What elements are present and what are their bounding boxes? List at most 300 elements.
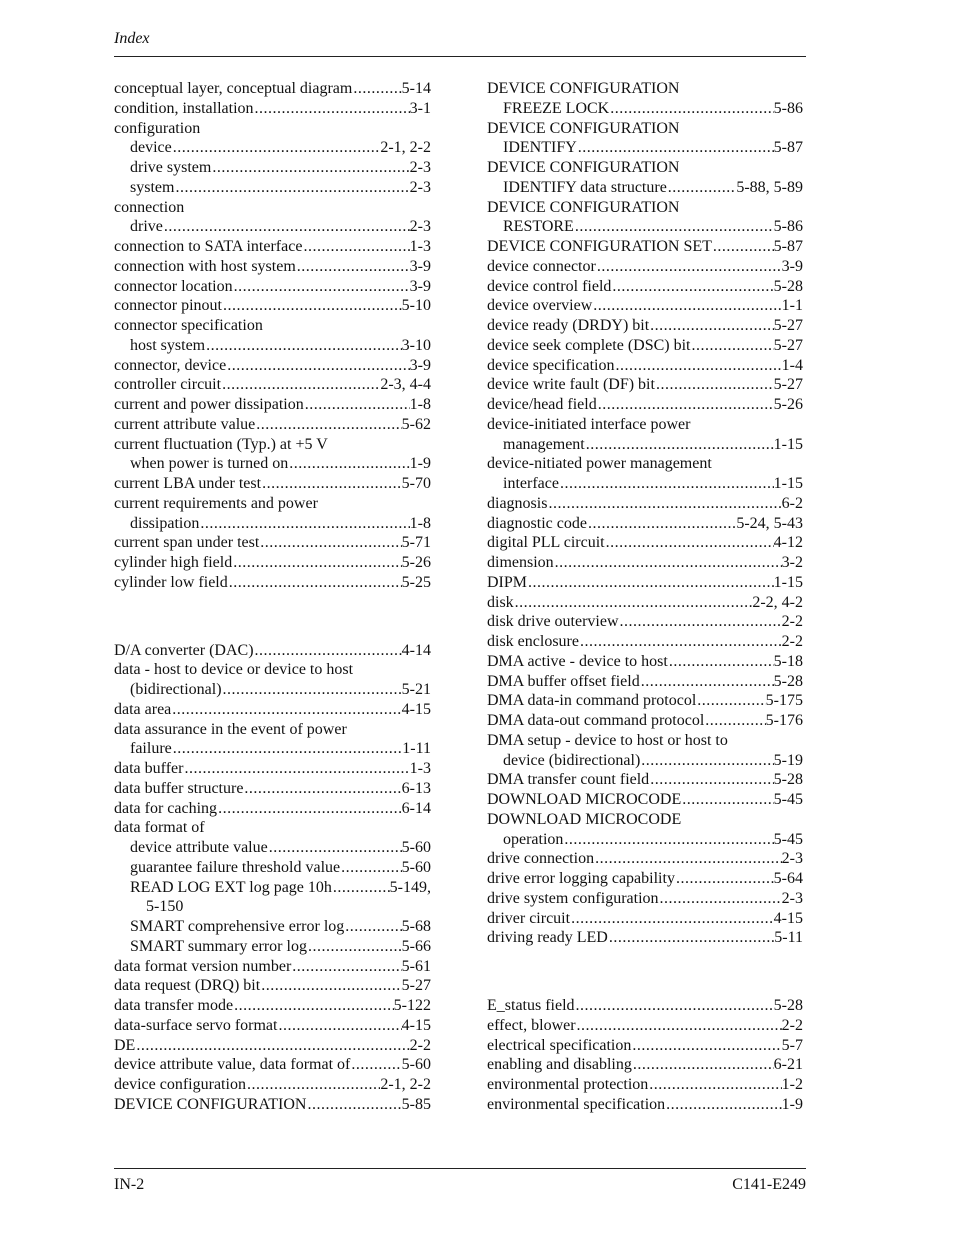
index-term: cylinder low field	[114, 573, 228, 591]
index-term: device overview	[487, 297, 593, 315]
index-term: IDENTIFY data structure	[503, 178, 667, 196]
index-term: driving ready LED	[487, 929, 608, 947]
index-entry	[487, 494, 803, 514]
index-term: disk	[487, 593, 514, 611]
index-entry	[487, 573, 803, 593]
index-entry	[114, 454, 431, 474]
page-reference: 5-19	[773, 751, 803, 769]
index-term: device attribute value, data format of	[114, 1056, 351, 1074]
index-term: drive error logging capability	[487, 870, 675, 887]
dot-leader	[592, 296, 781, 316]
index-term: device attribute value	[130, 839, 268, 856]
index-term: disk enclosure	[487, 633, 579, 650]
dot-leader	[611, 277, 773, 297]
page-reference: 2-2	[409, 1036, 431, 1054]
index-entry	[487, 928, 803, 948]
index-entry	[114, 1055, 431, 1075]
index-term: data for caching	[114, 799, 218, 817]
index-entry	[114, 119, 431, 139]
page-reference: 5-60	[401, 1056, 431, 1074]
index-term: DIPM	[487, 573, 528, 591]
page-reference: 5-149,	[389, 878, 431, 896]
index-term: drive	[130, 218, 163, 236]
page-reference: 5-18	[773, 652, 803, 670]
index-term: dissipation	[130, 514, 200, 532]
page-reference: 2-3	[409, 178, 431, 196]
dot-leader	[340, 858, 402, 878]
page-reference: 4-15	[401, 1016, 431, 1034]
index-entry	[114, 415, 431, 435]
dot-leader	[226, 356, 409, 376]
dot-leader	[577, 138, 774, 158]
page-reference: 1-15	[773, 475, 803, 492]
index-entry	[487, 909, 803, 929]
dot-leader	[608, 928, 774, 948]
index-entry	[114, 976, 431, 996]
index-column-left	[114, 79, 431, 1115]
dot-leader	[199, 514, 409, 534]
index-term: connector pinout	[114, 297, 222, 315]
index-term: controller circuit	[114, 376, 222, 394]
dot-leader	[233, 996, 394, 1016]
index-term: host system	[130, 336, 206, 354]
index-term: failure	[130, 740, 172, 758]
page-reference: 5-7	[781, 1036, 803, 1054]
page-reference: 5-26	[773, 396, 803, 413]
page-reference: 3-9	[409, 277, 431, 295]
page-reference: 3-9	[409, 257, 431, 275]
index-term: configuration	[114, 119, 201, 137]
index-entry	[114, 336, 431, 356]
index-entry	[487, 731, 803, 751]
page-reference: 1-9	[781, 1095, 803, 1113]
page-reference: 5-86	[773, 218, 803, 236]
index-term: device-nitiated power management	[487, 455, 712, 473]
index-term: driver circuit	[487, 909, 571, 927]
index-entry	[114, 533, 431, 553]
dot-leader	[554, 553, 782, 573]
page-reference: 1-2	[781, 1076, 803, 1093]
index-entry	[114, 356, 431, 376]
index-entry	[114, 680, 431, 700]
page-reference: 5-28	[773, 997, 803, 1014]
page-reference: 3-9	[781, 257, 803, 275]
page-reference: 6-13	[401, 779, 431, 797]
dot-leader	[640, 672, 774, 692]
page-reference: 2-2, 4-2	[752, 593, 803, 611]
page-reference: 1-3	[409, 238, 431, 255]
index-term: DMA setup - device to host or host to	[487, 731, 728, 749]
dot-leader	[712, 237, 774, 257]
page-reference: 5-28	[773, 771, 803, 789]
document-code: C141-E249	[732, 1176, 806, 1193]
dot-leader	[619, 612, 782, 632]
index-entry	[114, 553, 431, 573]
dot-leader	[659, 889, 782, 909]
index-entry	[487, 889, 803, 909]
index-entry	[114, 1075, 431, 1095]
page-reference: 5-71	[401, 534, 431, 552]
index-term: DEVICE CONFIGURATION	[487, 119, 680, 137]
index-entry	[114, 779, 431, 799]
index-term: condition, installation	[114, 99, 254, 117]
page-reference: 3-1	[409, 99, 431, 117]
index-entry	[487, 454, 803, 474]
dot-leader	[665, 1095, 782, 1115]
index-entry	[487, 1036, 803, 1056]
dot-leader	[259, 533, 401, 553]
index-term: FREEZE LOCK	[503, 99, 610, 117]
index-entry	[487, 474, 803, 494]
index-entry	[487, 375, 803, 395]
page-reference: 4-14	[401, 641, 431, 659]
index-entry	[114, 818, 431, 838]
index-term: READ LOG EXT log page 10h	[130, 878, 332, 896]
dot-leader	[547, 494, 781, 514]
page-reference: 5-87	[773, 139, 803, 157]
dot-leader	[352, 79, 401, 99]
index-entry	[114, 237, 431, 257]
page-reference: 5-85	[401, 1095, 431, 1113]
dot-leader	[222, 680, 402, 700]
dot-leader	[307, 937, 402, 957]
dot-leader	[217, 799, 402, 819]
index-term: device write fault (DF) bit	[487, 376, 655, 394]
page-reference: 1-8	[409, 514, 431, 532]
dot-leader	[649, 316, 774, 336]
index-entry	[114, 138, 431, 158]
page-reference: 4-12	[773, 534, 803, 552]
index-term: connector, device	[114, 356, 227, 374]
page-reference: 5-27	[401, 977, 431, 995]
dot-leader	[605, 533, 774, 553]
index-term: current span under test	[114, 534, 260, 552]
index-entry	[114, 799, 431, 819]
index-term: DEVICE CONFIGURATION	[114, 1095, 307, 1113]
page-reference: 1-4	[781, 356, 803, 374]
index-term: device configuration	[114, 1076, 246, 1093]
index-entry	[487, 356, 803, 376]
index-term: disk drive outerview	[487, 613, 619, 631]
index-entry	[487, 652, 803, 672]
index-term: DMA transfer count field	[487, 771, 650, 789]
index-entry	[487, 119, 803, 139]
page-reference: 5-176	[765, 712, 803, 729]
dot-leader	[615, 356, 782, 376]
index-entry	[114, 257, 431, 277]
dot-leader	[668, 652, 774, 672]
index-term: device-initiated interface power	[487, 415, 691, 433]
page-reference: 5-60	[401, 839, 431, 856]
page-reference: 5-62	[401, 415, 431, 433]
index-entry	[487, 996, 803, 1016]
index-entry	[487, 830, 803, 850]
index-entry	[487, 277, 803, 297]
dot-leader	[291, 957, 401, 977]
page-reference: 2-3	[409, 218, 431, 236]
dot-leader	[228, 573, 402, 593]
dot-leader	[233, 277, 410, 297]
index-term: device (bidirectional)	[503, 751, 641, 769]
dot-leader	[691, 336, 774, 356]
index-entry	[487, 612, 803, 632]
dot-leader	[597, 395, 774, 415]
index-entry	[114, 996, 431, 1016]
page-reference: 5-64	[773, 870, 803, 887]
index-term: device/head field	[487, 396, 597, 413]
dot-leader	[640, 751, 773, 771]
dot-leader	[296, 257, 410, 277]
index-term: DMA active - device to host	[487, 652, 668, 670]
dot-leader	[514, 593, 753, 613]
index-term: data-surface servo format	[114, 1016, 278, 1034]
dot-leader	[675, 869, 774, 889]
index-term: device	[130, 139, 172, 157]
dot-leader	[649, 770, 773, 790]
index-term: connection with host system	[114, 257, 296, 275]
index-entry	[487, 672, 803, 692]
dot-leader	[559, 474, 774, 494]
page-reference: 6-2	[781, 494, 803, 512]
index-term: DEVICE CONFIGURATION	[487, 159, 680, 176]
index-entry	[114, 79, 431, 99]
dot-leader	[246, 1075, 380, 1095]
page-reference: 5-60	[401, 858, 431, 876]
footer-rule	[114, 1168, 806, 1169]
dot-leader	[609, 99, 773, 119]
letter-section-gap	[487, 948, 803, 996]
index-term: current LBA under test	[114, 475, 262, 492]
index-entry	[487, 810, 803, 830]
index-term: dimension	[487, 554, 554, 571]
dot-leader	[304, 395, 410, 415]
page-reference: 5-21	[401, 681, 431, 698]
index-entry	[114, 158, 431, 178]
page-reference: 2-1, 2-2	[380, 139, 431, 157]
index-entry	[487, 632, 803, 652]
index-entry	[114, 957, 431, 977]
index-entry	[487, 1075, 803, 1095]
index-term: DMA buffer offset field	[487, 672, 640, 690]
index-entry	[114, 660, 431, 680]
index-term: environmental protection	[487, 1076, 649, 1093]
dot-leader	[527, 573, 774, 593]
dot-leader	[232, 553, 401, 573]
dot-leader	[306, 1095, 401, 1115]
index-entry	[487, 533, 803, 553]
dot-leader	[563, 830, 773, 850]
index-term: device connector	[487, 257, 596, 275]
dot-leader	[587, 514, 736, 534]
index-term: connection	[114, 198, 185, 216]
index-entry	[114, 494, 431, 514]
index-entry	[114, 1016, 431, 1036]
index-term: drive connection	[487, 850, 595, 868]
index-entry	[114, 375, 431, 395]
index-term: drive system	[130, 159, 212, 176]
dot-leader	[255, 415, 401, 435]
index-entry	[114, 474, 431, 494]
page-reference: 3-2	[781, 554, 803, 571]
page-reference: 5-86	[773, 99, 803, 117]
header-rule	[114, 56, 806, 57]
page-reference: 2-3, 4-4	[380, 376, 431, 394]
page-reference: 5-88, 5-89	[736, 178, 803, 196]
index-term: diagnosis	[487, 494, 548, 512]
index-term: current and power dissipation	[114, 396, 304, 413]
index-term: digital PLL circuit	[487, 534, 605, 552]
index-entry	[487, 849, 803, 869]
dot-leader	[277, 1016, 401, 1036]
index-term: conceptual layer, conceptual diagram	[114, 80, 353, 97]
dot-leader	[174, 178, 409, 198]
index-term: interface	[503, 475, 559, 492]
index-entry	[487, 99, 803, 119]
index-entry	[487, 395, 803, 415]
index-entry	[114, 1095, 431, 1115]
index-entry	[487, 1055, 803, 1075]
page-reference: 5-27	[773, 376, 803, 394]
page-reference: 2-2	[781, 1016, 803, 1034]
page-number: IN-2	[114, 1176, 145, 1193]
page-reference: 5-68	[401, 918, 431, 935]
index-term: drive system configuration	[487, 889, 659, 907]
index-term: data area	[114, 700, 172, 718]
index-entry	[487, 435, 803, 455]
index-entry	[114, 198, 431, 218]
index-entry	[114, 739, 431, 759]
page-reference: 5-45	[773, 791, 803, 808]
dot-leader	[344, 917, 401, 937]
index-term: system	[130, 178, 175, 196]
index-entry	[487, 1016, 803, 1036]
index-entry	[487, 237, 803, 257]
dot-leader	[655, 375, 774, 395]
index-term: effect, blower	[487, 1016, 576, 1034]
index-entry	[487, 217, 803, 237]
index-term: data - host to device or device to host	[114, 661, 354, 679]
index-term: SMART summary error log	[130, 937, 307, 955]
index-entry	[114, 296, 431, 316]
page-reference: 1-3	[409, 760, 431, 777]
page-reference: 5-11	[774, 929, 803, 947]
index-entry	[487, 178, 803, 198]
dot-leader	[594, 849, 782, 869]
dot-leader	[222, 296, 402, 316]
page-reference: 5-122	[393, 997, 431, 1014]
index-term: data buffer structure	[114, 779, 244, 797]
index-term: DOWNLOAD MICROCODE	[487, 810, 682, 828]
index-term: DEVICE CONFIGURATION SET	[487, 238, 712, 255]
dot-leader	[632, 1055, 774, 1075]
index-entry	[114, 838, 431, 858]
dot-leader	[268, 838, 402, 858]
index-entry	[114, 878, 431, 898]
index-entry	[114, 277, 431, 297]
page-reference: 5-25	[401, 573, 431, 591]
dot-leader	[288, 454, 409, 474]
index-term: DEVICE CONFIGURATION	[487, 80, 680, 97]
dot-leader	[183, 759, 409, 779]
index-term: data transfer mode	[114, 997, 234, 1014]
index-term: RESTORE	[503, 218, 574, 236]
index-entry	[487, 138, 803, 158]
page-reference: 6-21	[773, 1056, 803, 1074]
index-term: data request (DRQ) bit	[114, 977, 261, 995]
index-entry	[114, 937, 431, 957]
index-term: current attribute value	[114, 415, 256, 433]
dot-leader	[579, 632, 782, 652]
index-term: (bidirectional)	[130, 681, 222, 698]
index-entry	[487, 296, 803, 316]
index-term: diagnostic code	[487, 514, 587, 532]
index-column-right	[487, 79, 803, 1115]
index-term: SMART comprehensive error log	[130, 918, 345, 935]
index-entry	[114, 858, 431, 878]
index-term: device specification	[487, 356, 615, 374]
index-term: connection to SATA interface	[114, 238, 303, 255]
index-entry	[114, 917, 431, 937]
index-entry	[487, 514, 803, 534]
index-entry	[114, 573, 431, 593]
dot-leader	[172, 739, 403, 759]
index-entry	[487, 869, 803, 889]
index-entry	[487, 336, 803, 356]
page-reference: 1-9	[409, 455, 431, 473]
page-reference: 5-87	[773, 238, 803, 255]
dot-leader	[570, 909, 774, 929]
page-reference: 2-3	[781, 850, 803, 868]
page-reference: 2-2	[781, 613, 803, 631]
dot-leader	[574, 217, 774, 237]
index-entry	[487, 711, 803, 731]
index-entry	[487, 158, 803, 178]
index-entry	[114, 99, 431, 119]
page-reference: 2-3	[781, 889, 803, 907]
index-entry	[487, 79, 803, 99]
index-entry	[114, 759, 431, 779]
index-entry	[487, 257, 803, 277]
index-entry	[114, 316, 431, 336]
index-entry	[114, 217, 431, 237]
page-reference: 1-15	[773, 435, 803, 453]
running-header: Index	[114, 30, 150, 47]
dot-leader	[696, 691, 765, 711]
dot-leader	[254, 99, 410, 119]
dot-leader	[704, 711, 765, 731]
dot-leader	[221, 375, 380, 395]
index-entry	[114, 1036, 431, 1056]
index-entry	[487, 198, 803, 218]
page-reference: 2-2	[781, 633, 803, 650]
index-term: environmental specification	[487, 1095, 666, 1113]
index-entry	[114, 700, 431, 720]
index-entry	[114, 720, 431, 740]
dot-leader	[260, 976, 401, 996]
index-entry	[487, 593, 803, 613]
index-term: device seek complete (DSC) bit	[487, 336, 691, 354]
page-reference: 5-26	[401, 554, 431, 571]
index-entry	[487, 751, 803, 771]
index-term: D/A converter (DAC)	[114, 641, 254, 659]
index-term: when power is turned on	[130, 455, 289, 473]
dot-leader	[205, 336, 402, 356]
index-term: device control field	[487, 277, 612, 295]
page-reference: 4-15	[401, 700, 431, 718]
dot-leader	[211, 158, 409, 178]
dot-leader	[350, 1055, 401, 1075]
page-reference: 5-70	[401, 475, 431, 492]
